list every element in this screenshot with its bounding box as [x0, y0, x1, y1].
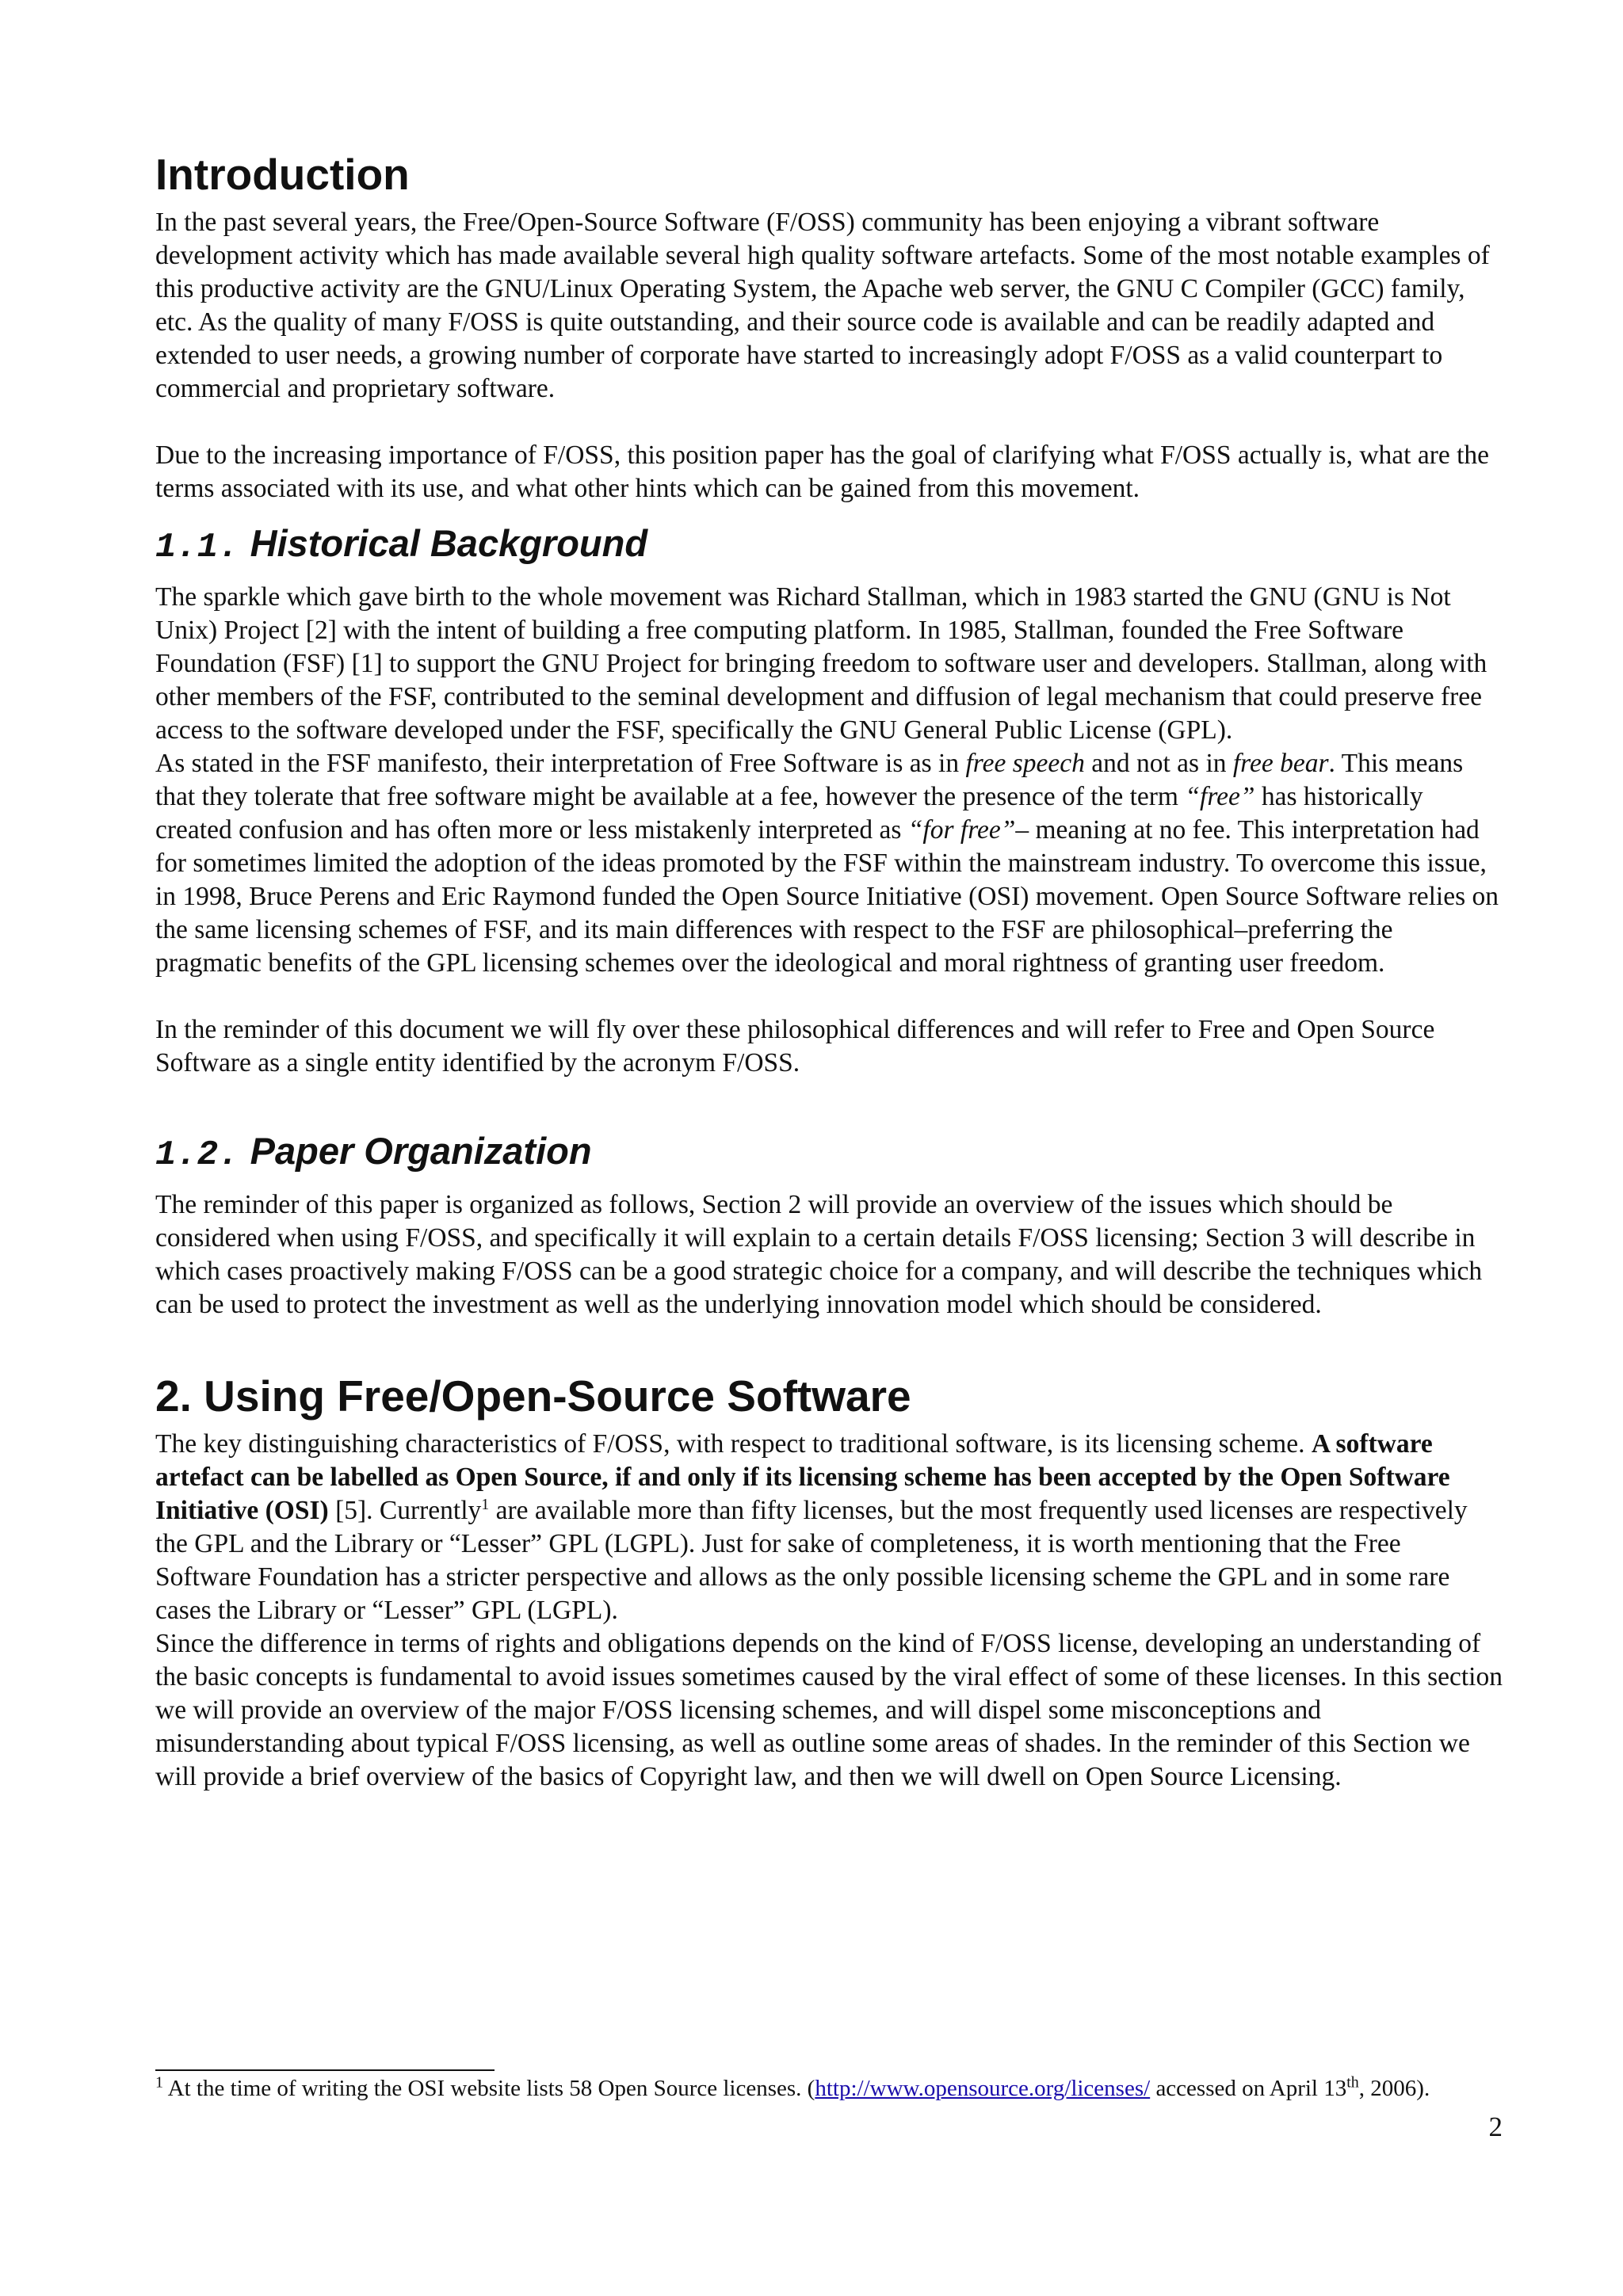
section-1-2-heading [155, 1129, 1503, 1177]
text-run: [5]. Currently [328, 1496, 482, 1525]
emphasis-free-bear: free bear [1232, 749, 1329, 778]
section-2-heading: 2. Using Free/Open-Source Software [155, 1371, 911, 1421]
ordinal-suffix: th [1346, 2073, 1359, 2092]
footnote-text [155, 2074, 1503, 2103]
text-run: At the time of writing the OSI website lists 58 Open Source licenses. ( [163, 2076, 815, 2101]
osi-licenses-link[interactable]: http://www.opensource.org/licenses/ [815, 2076, 1151, 2101]
page-content [155, 149, 1503, 1794]
emphasis-free: “free” [1185, 782, 1255, 811]
text-run: As stated in the FSF manifesto, their interpretation of Free Software is as in [155, 749, 966, 778]
text-run: . This means that they tolerate that free software might be available at a fee, however the presence of the term [155, 749, 1464, 811]
organization-paragraph: The reminder of this paper is organized as follows, Section 2 will provide an overview of the issues which should be considered when using F/OSS, and specifically it will explain to a certain details F/OSS licensing; Section 3 will describe in which cases proactively making F/OSS can be a good strategic choice for a company, and will describe the techniques which can be used to protect the investment as well as the underlying innovation model which should be considered. [155, 1190, 1483, 1319]
section-number: 1.1. [155, 528, 239, 567]
section-title: Paper Organization [250, 1130, 592, 1172]
historical-paragraph-3: In the reminder of this document we will fly over these philosophical differences and will refer to Free and Open Source Software as a single entity identified by the acronym F/OSS. [155, 1015, 1435, 1077]
historical-paragraph-1: The sparkle which gave birth to the whole movement was Richard Stallman, which in 1983 started the GNU (GNU is Not Unix) Project [2] with the intent of building a free computing platform. In 1985, Stallman, founded the Free Software Foundation (FSF) [1] to support the GNU Project for bringing freedom to software user and developers. Stallman, along with other members of the FSF, contributed to the seminal development and diffusion of legal mechanism that could preserve free access to the software developed under the FSF, specifically the GNU General Public License (GPL). [155, 582, 1487, 745]
paragraph-gap [155, 980, 1503, 1013]
intro-paragraph-1: In the past several years, the Free/Open-Source Software (F/OSS) community has been enjoying a vibrant software development activity which has made available several high quality software artefacts. Some of the most notable examples of this productive activity are the GNU/Linux Operating System, the Apache web server, the GNU C Compiler (GCC) family, etc. As the quality of many F/OSS is quite outstanding, and their source code is available and can be readily adapted and extended to user needs, a growing number of corporate have started to increasingly adopt F/OSS as a valid counterpart to commercial and proprietary software. [155, 208, 1490, 403]
section-title: Historical Background [250, 522, 648, 564]
bold-statement: A software artefact can be labelled as Open Source, if and only if its licensing scheme has been accepted by the Open Software Initiative (OSI) [155, 1429, 1450, 1525]
text-run: has historically created confusion and has often more or less mistakenly interpreted as [155, 782, 1423, 845]
footnote-separator [155, 2069, 495, 2071]
text-run: and not as in [1084, 749, 1233, 778]
introduction-heading: Introduction [155, 150, 410, 199]
emphasis-free-speech: free speech [965, 749, 1085, 778]
footnote [155, 2074, 1503, 2103]
section-gap [155, 1080, 1503, 1113]
licensing-paragraph-1 [155, 1428, 1503, 1627]
historical-paragraph-2 [155, 747, 1503, 980]
text-run: – meaning at no fee. This interpretation had for sometimes limited the adoption of the ideas promoted by the FSF within the mainstream industry. To overcome this issue, in 1998, Bruce Perens and Eric Raymond funded the Open Source Initiative (OSI) movement. Open Source Software relies on the same licensing schemes of FSF, and its main differences with respect to the FSF are philosophical–preferring the pragmatic benefits of the GPL licensing schemes over the ideological and moral rightness of granting user freedom. [155, 815, 1499, 978]
section-number: 1.2. [155, 1135, 239, 1175]
footnote-mark: 1 [155, 2073, 163, 2092]
licensing-paragraph-2: Since the difference in terms of rights and obligations depends on the kind of F/OSS license, developing an understanding of the basic concepts is fundamental to avoid issues sometimes caused by the viral effect of some of these licenses. In this section we will provide an overview of the major F/OSS licensing schemes, and will dispel some misconceptions and misunderstanding about typical F/OSS licensing, as well as outline some areas of shades. In the reminder of this Section we will provide a brief overview of the basics of Copyright law, and then we will dwell on Open Source Licensing. [155, 1629, 1503, 1791]
page-number: 2 [1488, 2111, 1503, 2142]
text-run: accessed on April 13 [1150, 2076, 1347, 2101]
footnote-reference[interactable]: 1 [481, 1495, 490, 1513]
emphasis-for-free: “for free” [907, 815, 1016, 845]
text-run: are available more than fifty licenses, but the most frequently used licenses are respectively the GPL and the Library or “Lesser” GPL (LGPL). Just for sake of completeness, it is worth mentioning that the Free Software Foundation has a stricter perspective and allows as the only possible licensing scheme the GPL and in some rare cases the Library or “Lesser” GPL (LGPL). [155, 1496, 1468, 1625]
section-gap [155, 1355, 1503, 1371]
section-1-1-heading [155, 521, 1503, 570]
paragraph-gap [155, 406, 1503, 439]
text-run: The key distinguishing characteristics of F/OSS, with respect to traditional software, is its licensing scheme. [155, 1429, 1312, 1459]
intro-paragraph-2: Due to the increasing importance of F/OSS, this position paper has the goal of clarifying what F/OSS actually is, what are the terms associated with its use, and what other hints which can be gained from this movement. [155, 441, 1490, 503]
section-gap [155, 1322, 1503, 1355]
text-run: , 2006). [1358, 2076, 1430, 2101]
